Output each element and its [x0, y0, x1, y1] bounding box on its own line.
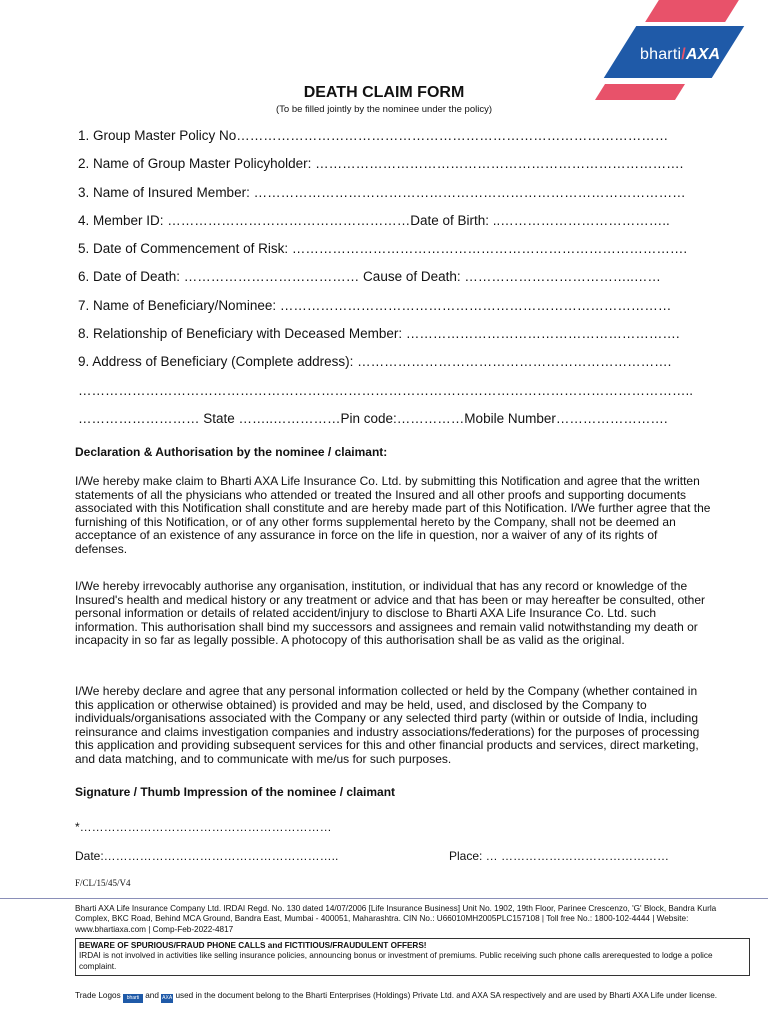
field-commencement-date[interactable]: 5. Date of Commencement of Risk: ……………………………………………………………………………. [78, 241, 688, 257]
field-nominee-name[interactable]: 7. Name of Beneficiary/Nominee: …………………………………………………………………………… [78, 297, 672, 313]
field-policyholder-name[interactable]: 2. Name of Group Master Policyholder: ………………………………………………………………………. [78, 156, 684, 172]
page-subtitle: (To be filled jointly by the nominee under the policy) [276, 104, 492, 115]
fraud-warning-text: IRDAI is not involved in activities like selling insurance policies, announcing bonus or investment of premiums. Public receiving such phone calls arerequested to lodge a police complaint. [79, 951, 713, 971]
trade-text-post: used in the document belong to the Bharti Enterprises (Holdings) Private Ltd. and AXA SA respectively and are used by Bharti AXA Life under license. [175, 991, 718, 1000]
declaration-paragraph-2: I/We hereby irrevocably authorise any organisation, institution, or individual that has any record or knowledge of the Insured's health and medical history or any treatment or advice and that has been or may hereafter be consulted, other personal information or details of related accident/injury to disclose to Bharti AXA Life Insurance Co. Ltd. such information. This authorisation shall bind my successors and assignees and remain valid notwithstanding my death or incapacity in so far as legally possible. A photocopy of this authorisation shall be as valid as the original. [75, 579, 705, 647]
page-title: DEATH CLAIM FORM [303, 84, 465, 101]
field-state-pin-mobile[interactable]: ……………………… State ……..……………Pin code:……………Mobile Number……………………. [78, 410, 668, 426]
declaration-paragraph-1: I/We hereby make claim to Bharti AXA Life Insurance Co. Ltd. by submitting this Notification and agree that the written statements of all the physicians who attended or treated the Insured and all other proofs and supporting documents associated with this Notification shall constitute and are hereby made part of this Notification. I/We further agree that the furnishing of this Notification, or of any other forms supplemental hereto by the Company, shall not be deemed an acceptance of an existence of any assurance in force on the life in question, nor a waiver of any of its rights of defenses. [75, 474, 711, 556]
fraud-warning-box [75, 938, 750, 976]
bharti-mini-logo-icon: bharti [123, 994, 143, 1003]
bharti-axa-logo: bharti/AXA [640, 46, 721, 63]
field-address-continued[interactable]: ……………………………………………………………………………………………………………………….. [78, 382, 694, 398]
place-field[interactable]: Place: … …………………………………… [449, 849, 670, 863]
axa-mini-logo-icon: AXA [162, 995, 173, 1001]
field-insured-member-name[interactable]: 3. Name of Insured Member: …………………………………………………………………………………… [78, 184, 686, 200]
field-death-date-cause[interactable]: 6. Date of Death: ………………………………… Cause of Death: ………………………………..…… [78, 269, 661, 285]
trade-logos-notice [75, 991, 747, 1003]
signature-heading: Signature / Thumb Impression of the nominee / claimant [75, 785, 396, 799]
declaration-heading: Declaration & Authorisation by the nominee / claimant: [75, 445, 388, 459]
footer-divider [0, 898, 768, 899]
field-member-id-dob[interactable]: 4. Member ID: ………………………………………………Date of Birth: ..……………………………….. [78, 212, 670, 228]
company-info: Bharti AXA Life Insurance Company Ltd. IRDAI Regd. No. 130 dated 14/07/2006 [Life Insurance Business] Unit No. 1902, 19th Floor, Parinee Crescenzo, 'G' Block, Bandra Kurla Complex, BKC Road, Behind MCA Ground, Bandra East, Mumbai - 400051, Maharashtra. CIN No.: U66010MH2005PLC157108 | Toll free No.: 1800-102-4444 | Website: www.bhartiaxa.com | Comp-Feb-2022-4817 [75, 904, 717, 934]
declaration-paragraph-3: I/We hereby declare and agree that any personal information collected or held by the Company (whether contained in this application or otherwise obtained) is provided and may be held, used, and disclosed by the Company to individuals/organisations associated with the Company or any selected third party (within or outside of India, including reinsurance and claims investigation companies and industry associations/federations) for the purposes of processing this application and providing subsequent services for this and other financial products and services, direct marketing, and data matching, and to communicate with me/us for such purposes. [75, 684, 700, 766]
fraud-warning-title: BEWARE OF SPURIOUS/FRAUD PHONE CALLS and FICTITIOUS/FRAUDULENT OFFERS! [79, 941, 427, 950]
trade-text-and: and [145, 991, 159, 1000]
field-policy-no[interactable]: 1. Group Master Policy No…………………………………………………………………………………… [78, 128, 669, 143]
trade-text-pre: Trade Logos [75, 991, 121, 1000]
field-address[interactable]: 9. Address of Beneficiary (Complete address): ……………………………………………………………. [78, 354, 672, 370]
decorative-stripe-top [645, 0, 739, 22]
date-field[interactable]: Date:………………………………………………….. [75, 849, 339, 863]
signature-field[interactable]: *……………………………………………………… [75, 820, 332, 834]
form-code: F/CL/15/45/V4 [75, 878, 131, 888]
claim-fields [78, 128, 713, 439]
field-relationship[interactable]: 8. Relationship of Beneficiary with Deceased Member: ……………………………………………………. [78, 326, 680, 342]
